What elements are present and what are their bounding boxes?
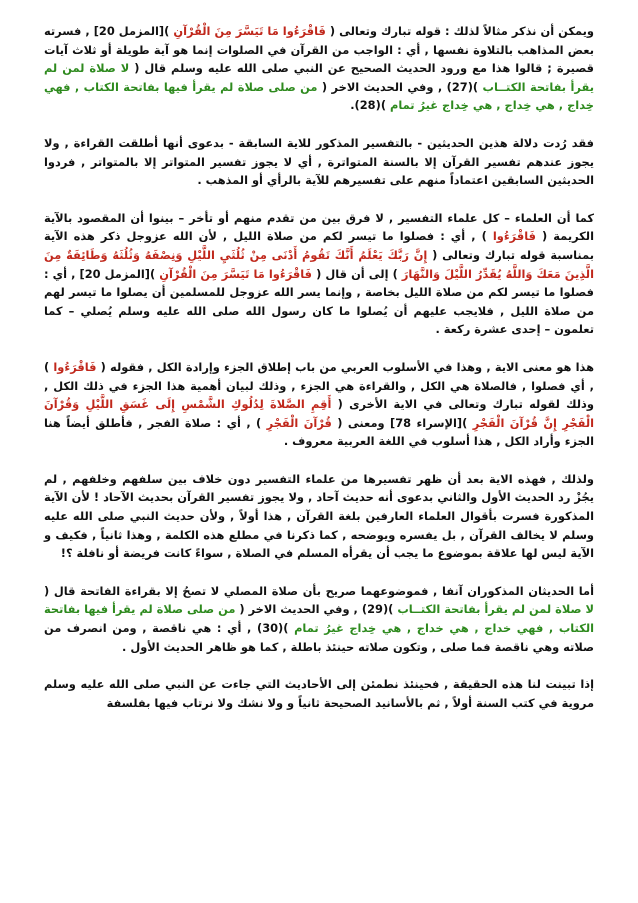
body-text: ) , أي : صلاة الفجر , فأطلق أيضاً هنا الجزء وأراد الكل , هذا أسلوب في اللغة العربية معروف . — [44, 415, 594, 449]
body-text: )(28). — [350, 98, 390, 113]
paragraph — [44, 470, 594, 563]
body-text: أما الحديثان المذكوران آنفا , فموضوعهما صريح بأن صلاة المصلي لا تصحُ إلا بقراءة الفاتحة قال ( — [44, 583, 594, 598]
body-text: ولذلك , فهذه الاية بعد أن ظهر تفسيرها من علماء التفسير دون خلاف بين سلفهم وخلفهم , لم يجُزْ رد الحديث الأول والثاني بدعوى أنه حديث آحاد , ولا يجوز تفسير القرآن بحديث الآحاد ! لأن الآية المذكورة فسرت بأقوال العلماء العارفين بلغة القرآن , هذا أولاً , ولأن حديث النبي صلى الله عليه وسلم لا يخالف القرآن , بل يفسره ويوضحه , كما ذكرنا في مطلع هذه الكلمة , وهذا ثانياً , فكيف و الآية ليس لها علاقة بموضوع ما يجب أن يقرأه المسلم في الصلاة , سواءً كانت فريضة أو نافلة ؟! — [44, 471, 594, 561]
body-text: )[الإسراء 78] ومعنى ( — [331, 415, 473, 430]
body-text: كما أن العلماء – كل علماء التفسير , لا فرق بين من تقدم منهم أو تأخر – بينوا أن المقصود بالآية الكريمة ( — [44, 210, 594, 244]
hadith-text: من صلى صلاة لم يقرأ فيها بفاتحة الكتاب , فهي خداج , هي خداج , هي خِداج غيرُ تمام — [44, 602, 594, 636]
quran-verse: إِنَّ رَبَّكَ يَعْلَمُ أَنَّكَ تَقُومُ أَدْنَى مِنْ ثُلُثَيِ اللَّيْلِ وَنِصْفَهُ وَثُلُثَهُ وَطَائِفَةٌ مِنَ الَّذِينَ مَعَكَ وَاللَّهُ يُقَدِّرُ اللَّيْلَ وَالنَّهَارَ — [44, 247, 594, 281]
body-text: )(29) , وفي الحديث الاخر ( — [235, 602, 398, 617]
body-text: إذا تبينت لنا هذه الحقيقة , فحينئذ نطمئن إلى الأحاديث التي جاءت عن النبي صلى الله عليه وسلم مروية في كتب السنة أولاً , ثم بالأسانيد الصحيحة ثانياً و ولا نشك ولا نرتاب فيها بفلسفة — [44, 677, 594, 710]
quran-verse: فَاقْرَءُوا — [492, 229, 536, 244]
quran-verse: فَاقْرَءُوا مَا تَيَسَّرَ مِنَ الْقُرْآنِ — [173, 24, 326, 38]
body-text: ) إلى أن قال ( — [312, 266, 402, 281]
paragraph — [44, 582, 594, 656]
body-text: ) , أي فصلوا , فالصلاة هي الكل , والقراءة هي الجزء , وذلك لبيان أهمية هذا الجزء في ذلك الكل , وذلك لقوله تبارك وتعالى في الاية الأخرى ( — [44, 359, 594, 412]
body-text: )(30) , أي : هي ناقصة , ومن انصرف من صلاته وهي ناقصة فما صلى , وتكون صلاته حينئذ باطلة , كما هو ظاهر الحديث الأول . — [44, 621, 594, 654]
quran-verse: أَقِمِ الصَّلاةَ لِدُلُوكِ الشَّمْسِ إِلَى غَسَقِ اللَّيْلِ وَقُرْآنَ الْفَجْرِ إِنَّ قُرْآنَ الْفَجْرِ — [44, 397, 595, 430]
body-text: ) , أي : فصلوا ما تيسر لكم من صلاة الليل , لأن الله عزوجل ذكر هذه الآية بمناسبة قوله تبارك وتعالى ( — [44, 229, 594, 262]
paragraph — [44, 22, 594, 115]
hadith-text: لا صلاة لمن لم يقرأ بفاتحة الكتــاب — [397, 602, 594, 617]
body-text: )[المزمل 20] , أي : فصلوا ما تيسر لكم من صلاة الليل بخاصة , وإنما يسر الله عزوجل للمسلمين أن يصلوا ما تيسر لهم من صلاة الليل , فلايجب عليهم أن يُصلوا ما كان رسول الله صلى الله عليه وسلم يُصلي – كما تعلمون – إحدى عشرة ركعة . — [44, 266, 594, 337]
body-text: )[المزمل 20] , فسرته بعض المذاهب بالتلاوة نفسها , أي : الواجب من القرآن في الصلوات إنما هو آية طويلة أو ثلاث آيات قصيرة ; قالوا هذا مع ورود الحديث الصحيح عن النبي صلى الله عليه وسلم قال ( — [44, 24, 594, 76]
body-text: ويمكن أن نذكر مثالاً لذلك : قوله تبارك وتعالى ( — [325, 24, 594, 38]
paragraph — [44, 209, 594, 339]
paragraph — [44, 134, 594, 190]
quran-verse: فَاقْرَءُوا مَا تَيَسَّرَ مِنَ الْقُرْآنِ — [159, 266, 312, 281]
body-text: هذا هو معنى الاية , وهذا في الأسلوب العربي من باب إطلاق الجزء وإرادة الكل , فقوله ( — [96, 359, 594, 374]
body-text: فقد رُدت دلالة هذين الحديثين - بالتفسير المذكور للاية السابقة - بدعوى أنها أطلقت القراءة , ولا يجوز عندهم تفسير القرآن إلا بالسنة المتواترة , أي لا يجوز تفسير المتواتر إلا بالمتواتر , فردوا الحديثين السابقين اعتماداً منهم على تفسيرهم للآية بالرأي أو المذهب . — [44, 135, 594, 188]
hadith-text: من صلى صلاة لم يقرأ فيها بفاتحة الكتاب , فهي خِداج , هي خِداج , هي خِداج غيرُ تمام — [44, 79, 594, 113]
body-text: )(27) , وفي الحديث الاخر ( — [317, 79, 483, 94]
hadith-text: لا صلاة لمن لم يقرأ بفاتحة الكتــاب — [44, 61, 594, 94]
paragraph — [44, 675, 594, 712]
quran-verse: قُرْآنَ الْفَجْرِ — [266, 415, 332, 430]
paragraph — [44, 358, 594, 451]
quran-verse: فَاقْرَءُوا — [53, 359, 97, 374]
